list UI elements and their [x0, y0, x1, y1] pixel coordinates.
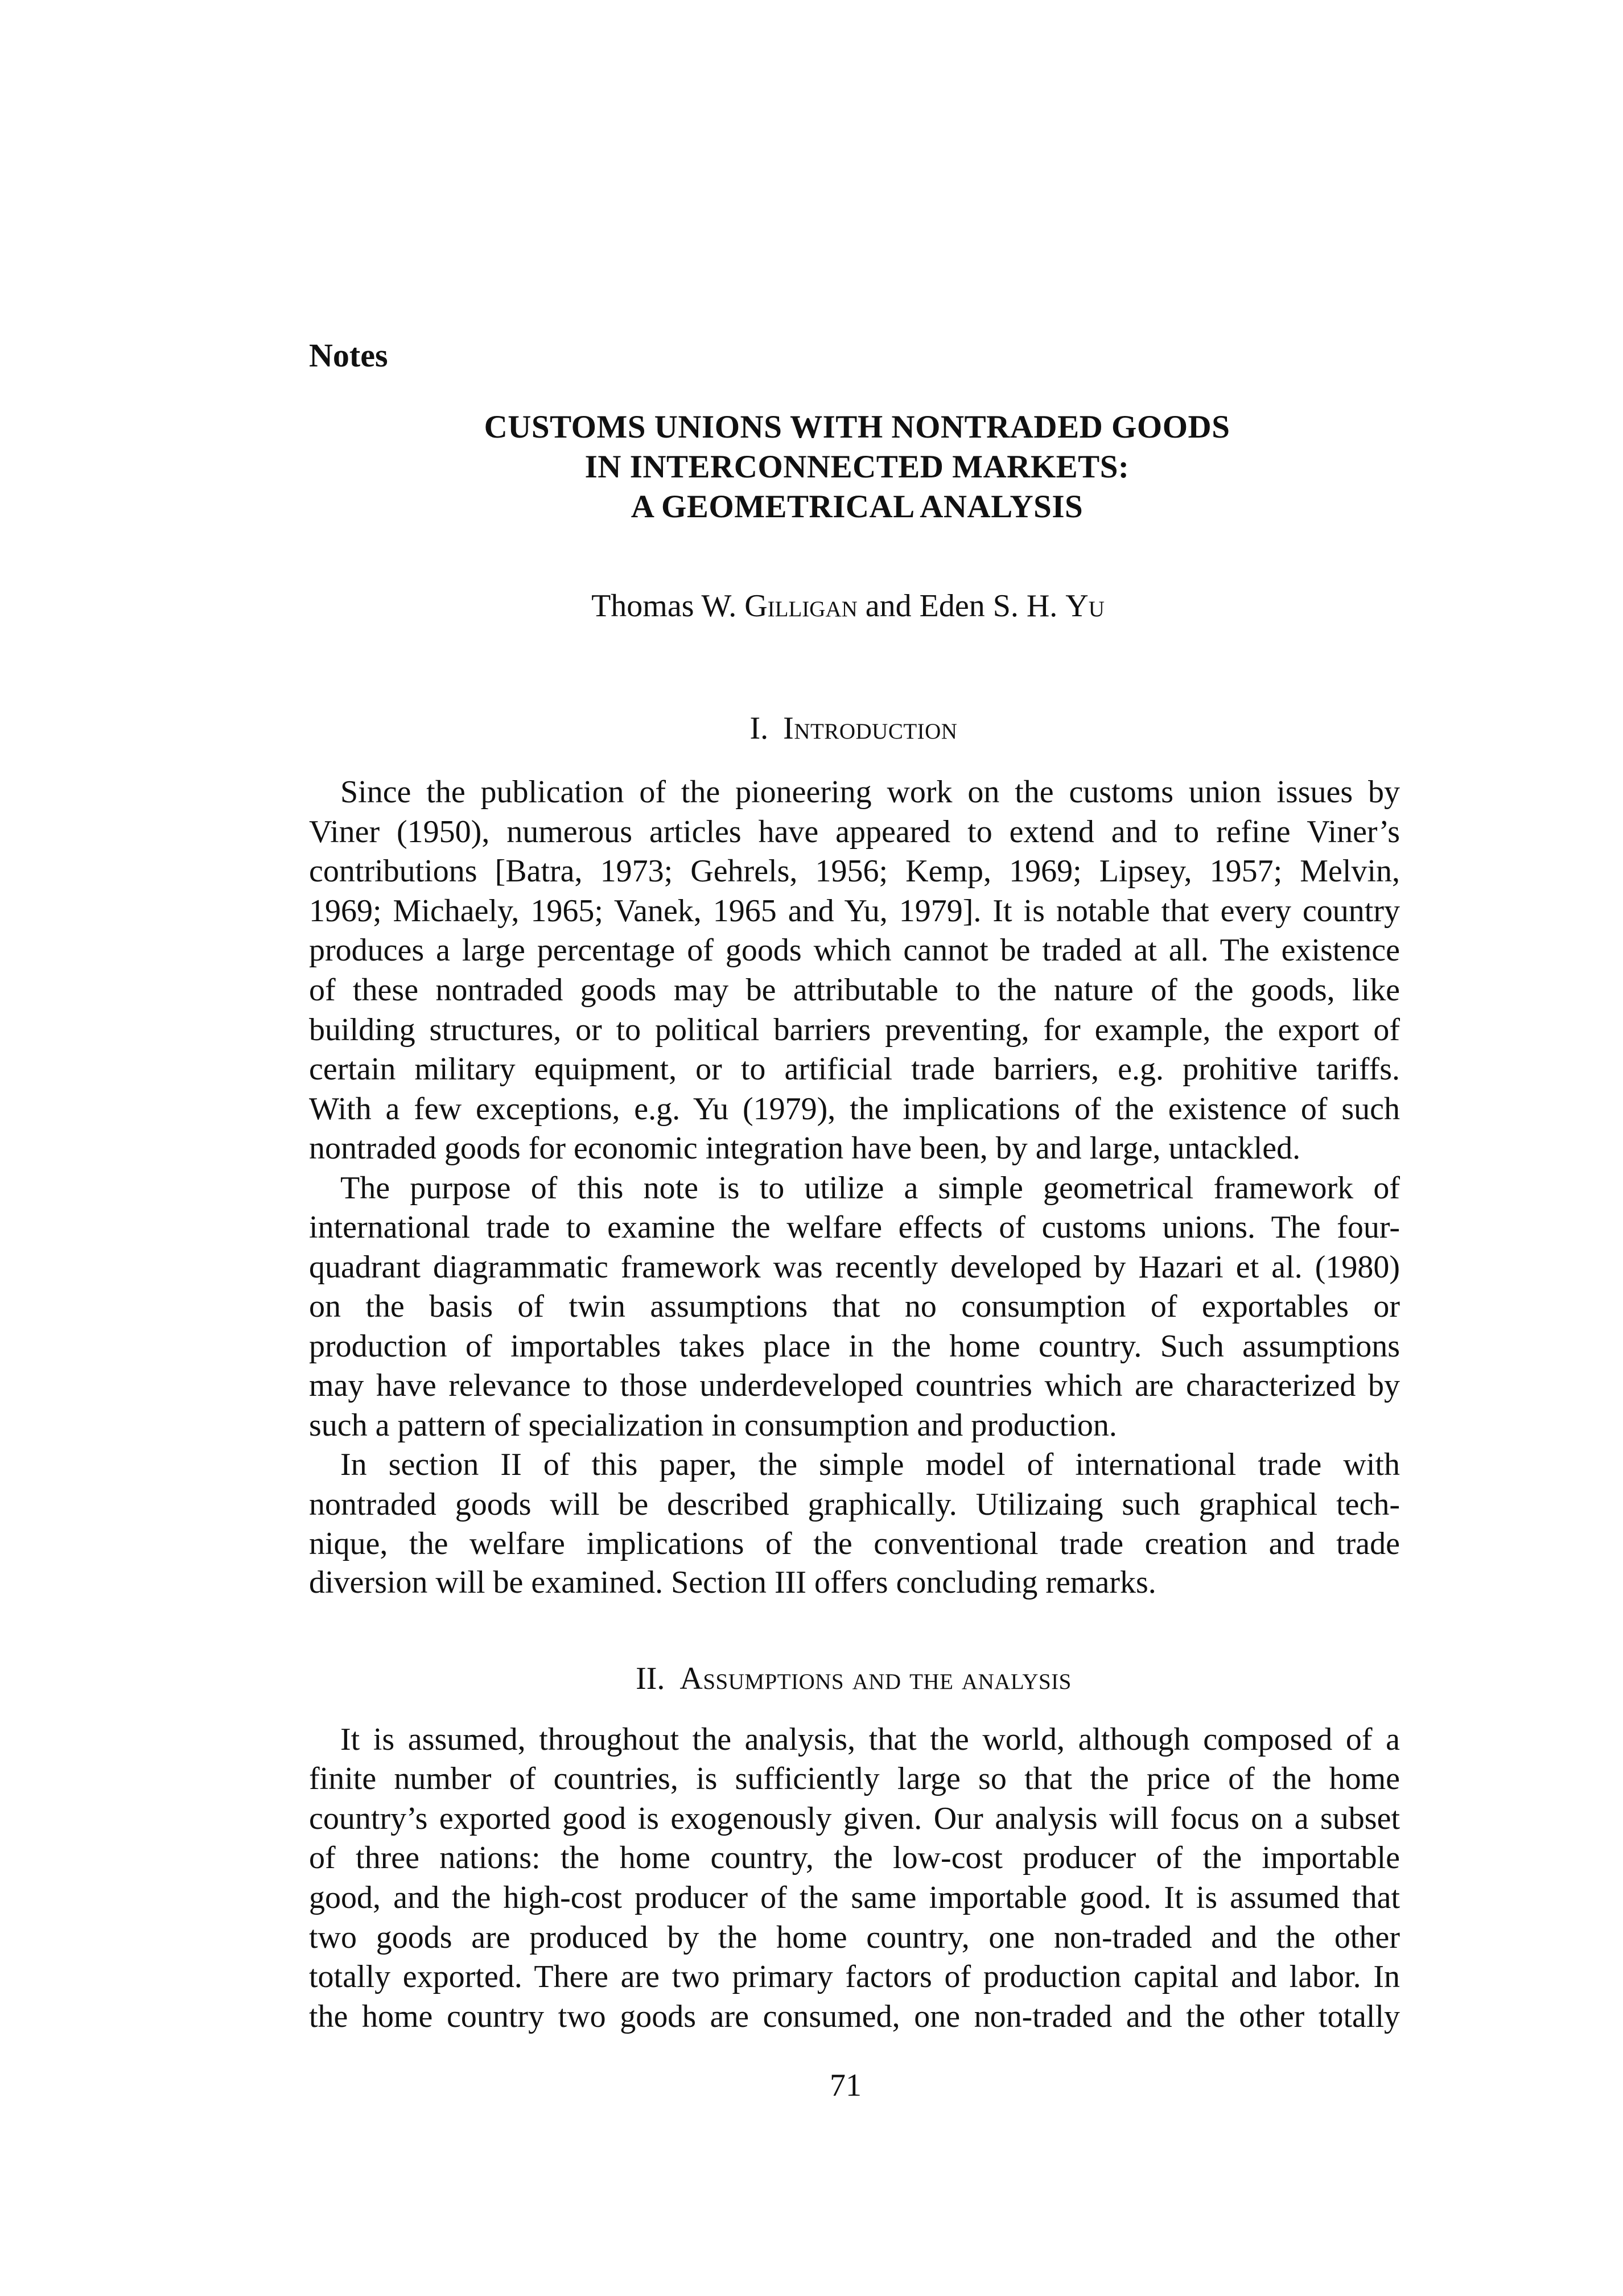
text-line: The purpose of this note is to utilize a simple geometrical framework of [340, 1170, 1400, 1206]
text-line: quadrant diagrammatic framework was recently developed by Hazari et al. (1980) [309, 1250, 1400, 1285]
text-line: nontraded goods for economic integration have been, by and large, untackled. [309, 1131, 1301, 1166]
section-number: I. [749, 711, 769, 746]
text-line: of these nontraded goods may be attributable to the nature of the goods, like [309, 972, 1400, 1008]
section-heading-assumptions [0, 1659, 1623, 1699]
text-line: diversion will be examined. Section III offers concluding remarks. [309, 1565, 1156, 1600]
text-line: 1969; Michaely, 1965; Vanek, 1965 and Yu, 1979]. It is notable that every country [309, 893, 1400, 929]
section-label: Notes [309, 337, 388, 374]
text-line: Viner (1950), numerous articles have appeared to extend and to refine Viner’s [309, 814, 1400, 850]
text-line: international trade to examine the welfare effects of customs unions. The four- [309, 1210, 1400, 1245]
title-line-3: A GEOMETRICAL ANALYSIS [631, 489, 1084, 525]
author-1-family: Gilligan [744, 588, 858, 624]
author-1-given: Thomas W. [591, 588, 745, 624]
text-line: certain military equipment, or to artificial trade barriers, e.g. prohitive tariffs. [309, 1052, 1400, 1087]
author-2-family: Yu [1065, 588, 1105, 624]
text-line: such a pattern of specialization in consumption and production. [309, 1408, 1117, 1443]
text-line: Since the publication of the pioneering work on the customs union issues by [340, 774, 1400, 810]
text-line: It is assumed, throughout the analysis, that the world, although composed of a [340, 1722, 1400, 1757]
section-heading-introduction [0, 708, 1623, 748]
author-2-given: Eden S. H. [919, 588, 1066, 624]
section-number: II. [636, 1661, 665, 1696]
text-line: nontraded goods will be described graphically. Utilizaing such graphical tech- [309, 1487, 1400, 1522]
text-line: In section II of this paper, the simple model of international trade with [340, 1447, 1400, 1482]
text-line: With a few exceptions, e.g. Yu (1979), the implications of the existence of such [309, 1091, 1400, 1127]
text-line: building structures, or to political barriers preventing, for example, the export of [309, 1012, 1400, 1048]
text-line: country’s exported good is exogenously given. Our analysis will focus on a subset [309, 1801, 1400, 1836]
text-line: of three nations: the home country, the low-cost producer of the importable [309, 1840, 1400, 1875]
section-title: Introduction [783, 711, 958, 746]
text-line: production of importables takes place in the home country. Such assumptions [309, 1329, 1400, 1364]
text-line: nique, the welfare implications of the conventional trade creation and trade [309, 1526, 1400, 1561]
author-conjunction: and [857, 588, 920, 624]
page-number: 71 [830, 2068, 862, 2103]
author-line [0, 586, 1623, 626]
text-line: totally exported. There are two primary factors of production capital and labor. In [309, 1959, 1400, 1994]
text-line: two goods are produced by the home country, one non-traded and the other [309, 1920, 1400, 1955]
title-line-1: CUSTOMS UNIONS WITH NONTRADED GOODS [484, 409, 1230, 445]
text-line: may have relevance to those underdeveloped countries which are characterized by [309, 1368, 1400, 1403]
text-line: good, and the high-cost producer of the same importable good. It is assumed that [309, 1880, 1400, 1915]
text-line: produces a large percentage of goods which cannot be traded at all. The existence [309, 933, 1400, 968]
text-line: on the basis of twin assumptions that no consumption of exportables or [309, 1289, 1400, 1324]
text-line: contributions [Batra, 1973; Gehrels, 1956; Kemp, 1969; Lipsey, 1957; Melvin, [309, 854, 1400, 889]
section-title: Assumptions and the analysis [679, 1661, 1072, 1696]
title-line-2: IN INTERCONNECTED MARKETS: [584, 449, 1130, 485]
text-line: finite number of countries, is sufficiently large so that the price of the home [309, 1761, 1400, 1796]
text-line: the home country two goods are consumed, one non-traded and the other totally [309, 1999, 1400, 2034]
article-title [0, 407, 1623, 527]
